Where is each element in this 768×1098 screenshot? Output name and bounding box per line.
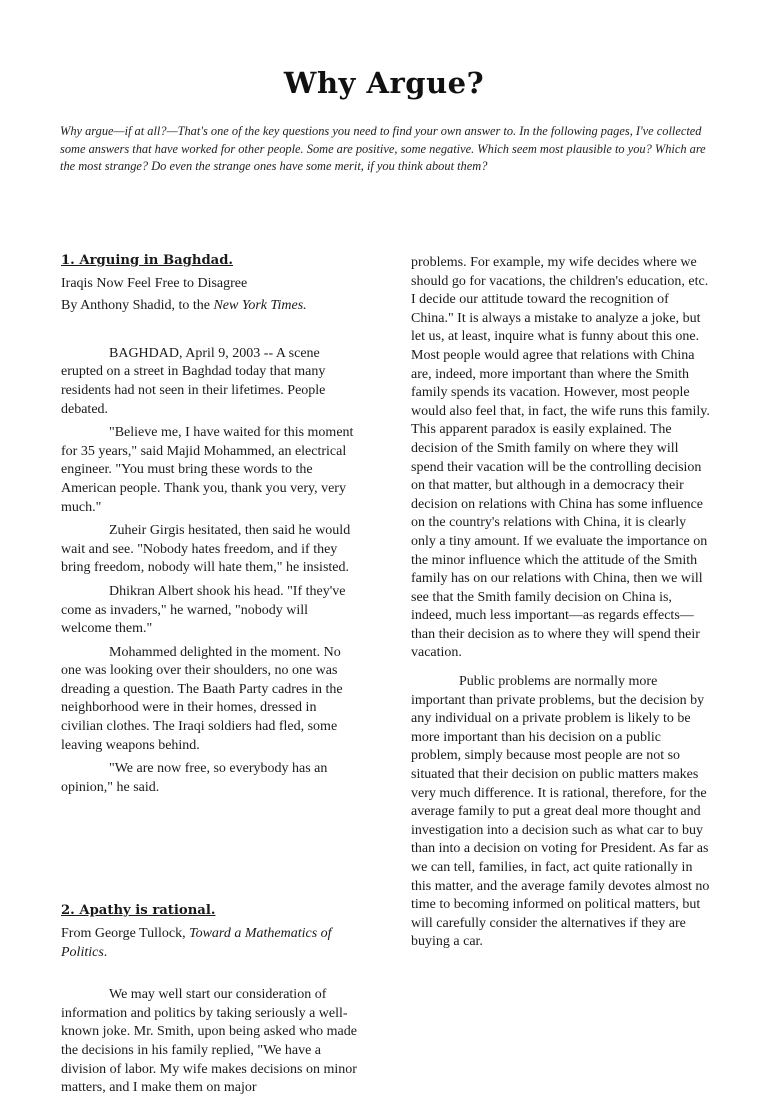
section-2-paragraph-2: Public problems are normally more important than private problems, but the decision by any individual on a private problem is likely to be more important than his decision on a public problem, simply because most people are not so situated that their decision on public matters makes very much difference. It is rational, therefore, for the average family to put a great deal more thought and investigation into a decision such as what car to buy than into a decision on voting for President. As far as we can tell, families, in fact, act quite rationally in this matter, and the average family devotes almost no time to becoming informed on political matters, but will carefully consider the alternatives if they are buying a car. [411,674,710,950]
source-prefix: From George Tullock, [61,926,190,942]
section-1-paragraph-5: Mohammed delighted in the moment. No one was looking over their shoulders, no one was dreading a question. The Baath Party cadres in the neighborhood were in their homes, dressed in civilian clothes. The Iraqi soldiers had fled, some leaving weapons behind. [61,644,343,753]
byline-publication: New York Times. [213,298,307,314]
section-2-paragraph-1-continued: problems. For example, my wife decides where we should go for vacations, the children's education, etc. I decide our attitude toward the recognition of China." It is always a mistake to analyze a joke, but let us, at least, inquire what is funny about this one. Most people would agree that relations with China are, indeed, more important than where the Smith family spends its vacation. However, most people would also feel that, in fact, the wife runs this family. This apparent paradox is easily explained. The decision of the Smith family on where they will spend their vacation will be the controlling decision on that matter, but although in a democracy their decision on relations with China has some influence on the country's relations with China, it is clearly only a tiny amount. If we evaluate the importance on the minor influence which the attitude of the Smith family has on our relations with China, then we will see that the Smith family decision on China is, indeed, much less important—as regards effects—than their decision as to where they will spend their vacation. [411,255,710,661]
section-1-paragraph-4: Dhikran Albert shook his head. "If they've come as invaders," he warned, "nobody will welcome them." [61,583,346,637]
section-1-paragraph-6: "We are now free, so everybody has an opinion," he said. [61,761,328,795]
section-2-paragraph-1-start: We may well start our consideration of information and politics by taking seriously a well-known joke. Mr. Smith, upon being asked who made the decisions in his family replied, "We have a division of labor. My wife makes decisions on minor matters, and I make them on major [61,987,357,1096]
section-1-byline [61,297,361,316]
section-1-subtitle: Iraqis Now Feel Free to Disagree [61,275,248,291]
section-2-heading: 2. Apathy is rational. [61,903,216,919]
section-1-heading: 1. Arguing in Baghdad. [61,253,234,268]
page-title: Why Argue? [283,66,485,100]
section-1-paragraph-2: "Believe me, I have waited for this moment for 35 years," said Majid Mohammed, an electrical engineer. "You must bring these words to the American people. Thank you, thank you very, very much." [61,425,354,515]
section-1-paragraph-3: Zuheir Girgis hesitated, then said he would wait and see. "Nobody hates freedom, and if they bring freedom, nobody will hate them," he insisted. [61,523,351,576]
byline-prefix: By Anthony Shadid, to the [61,298,214,314]
source-title: Toward a Mathematics of Politics [61,926,332,960]
section-1-paragraph-1: BAGHDAD, April 9, 2003 -- A scene erupted on a street in Baghdad today that many residents had not seen in their lifetimes. People debated. [61,345,326,417]
right-column [411,254,711,957]
source-suffix: . [103,944,108,960]
left-column [61,252,361,1098]
intro-paragraph: Why argue—if at all?—That's one of the key questions you need to find your own answer to. In the following pages, I've collected some answers that have worked for other people. Some are positive, some negative. Which seem most plausible to you? Which are the most strange? Do even the strange ones have some merit, if you think about them? [60,124,706,174]
section-2-source [61,925,361,962]
